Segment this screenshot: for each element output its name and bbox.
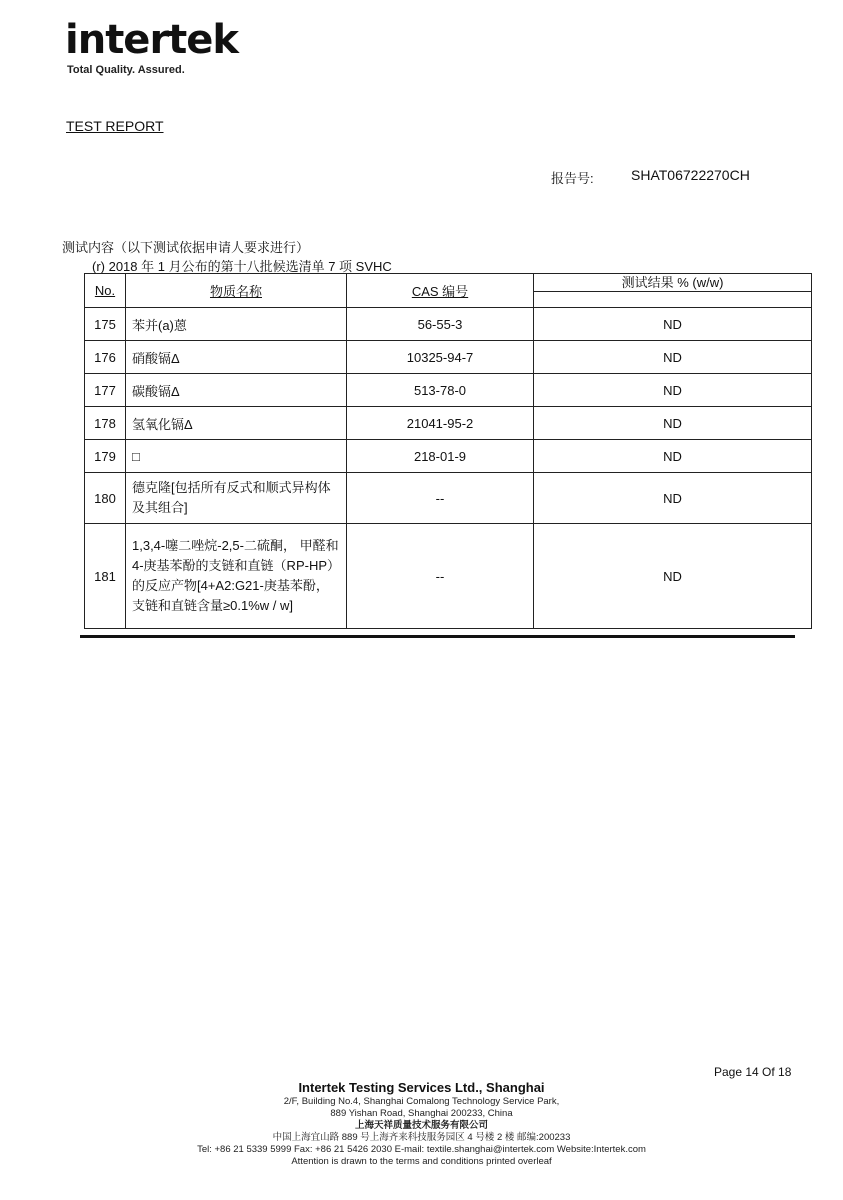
row-no: 177 bbox=[85, 374, 126, 407]
table-bottom-rule bbox=[80, 635, 795, 638]
row-cas: 218-01-9 bbox=[347, 440, 534, 473]
row-result: ND bbox=[534, 374, 812, 407]
footer-company: Intertek Testing Services Ltd., Shanghai bbox=[298, 1080, 545, 1095]
header-result-text: 测试结果 % (w/w) bbox=[534, 274, 811, 292]
header-substance bbox=[126, 274, 347, 308]
footer-address-line2: 889 Yishan Road, Shanghai 200233, China bbox=[330, 1108, 513, 1119]
header-cas-text: CAS 编号 bbox=[411, 284, 469, 299]
logo-wordmark: intertek bbox=[65, 17, 239, 63]
table-row bbox=[85, 341, 812, 374]
header-no: No. bbox=[85, 274, 126, 308]
row-result: ND bbox=[534, 473, 812, 524]
row-substance: 苯并(a)蒽 bbox=[126, 308, 347, 341]
row-result: ND bbox=[534, 341, 812, 374]
report-title: TEST REPORT bbox=[66, 118, 164, 134]
table-row bbox=[85, 308, 812, 341]
report-number-value: SHAT06722270CH bbox=[631, 167, 750, 183]
page-number: Page 14 Of 18 bbox=[714, 1065, 792, 1079]
header-result-subcell bbox=[540, 292, 805, 307]
row-substance: 硝酸镉Δ bbox=[126, 341, 347, 374]
company-logo bbox=[65, 17, 239, 76]
section-title: 测试内容（以下测试依据申请人要求进行） bbox=[62, 240, 310, 255]
row-substance: 碳酸镉Δ bbox=[126, 374, 347, 407]
row-cas: -- bbox=[347, 524, 534, 629]
logo-tagline: Total Quality. Assured. bbox=[67, 64, 185, 76]
header-result bbox=[534, 274, 812, 308]
footer-chinese-address: 中国上海宜山路 889 号上海齐来科技服务园区 4 号楼 2 楼 邮编:200233 bbox=[272, 1132, 571, 1143]
row-no: 180 bbox=[85, 473, 126, 524]
footer-notice: Attention is drawn to the terms and conditions printed overleaf bbox=[291, 1156, 552, 1167]
row-result: ND bbox=[534, 407, 812, 440]
report-number-label: 报告号: bbox=[551, 171, 594, 186]
row-substance: 氢氧化镉Δ bbox=[126, 407, 347, 440]
row-no: 179 bbox=[85, 440, 126, 473]
row-no: 175 bbox=[85, 308, 126, 341]
row-result: ND bbox=[534, 524, 812, 629]
footer-address-line1: 2/F, Building No.4, Shanghai Comalong Technology Service Park, bbox=[283, 1096, 560, 1107]
table-row bbox=[85, 473, 812, 524]
footer-contact: Tel: +86 21 5339 5999 Fax: +86 21 5426 2030 E-mail: textile.shanghai@intertek.com Website:Intertek.com bbox=[197, 1144, 646, 1155]
row-cas: -- bbox=[347, 473, 534, 524]
row-no: 181 bbox=[85, 524, 126, 629]
table-header-row bbox=[85, 274, 812, 308]
footer-chinese-name: 上海天祥质量技术服务有限公司 bbox=[354, 1120, 488, 1131]
row-cas: 56-55-3 bbox=[347, 308, 534, 341]
row-no: 178 bbox=[85, 407, 126, 440]
results-table bbox=[84, 273, 812, 629]
header-substance-text: 物质名称 bbox=[209, 284, 262, 299]
row-no: 176 bbox=[85, 341, 126, 374]
row-result: ND bbox=[534, 440, 812, 473]
row-substance: 德克隆[包括所有反式和顺式异构体及其组合] bbox=[126, 473, 347, 524]
row-cas: 513-78-0 bbox=[347, 374, 534, 407]
table-row bbox=[85, 374, 812, 407]
table-row bbox=[85, 440, 812, 473]
row-cas: 21041-95-2 bbox=[347, 407, 534, 440]
footer bbox=[0, 1080, 843, 1168]
subsection-title: (r) 2018 年 1 月公布的第十八批候选清单 7 项 SVHC bbox=[92, 259, 392, 274]
row-cas: 10325-94-7 bbox=[347, 341, 534, 374]
header-cas bbox=[347, 274, 534, 308]
table-row bbox=[85, 407, 812, 440]
row-result: ND bbox=[534, 308, 812, 341]
row-substance: 1,3,4-噻二唑烷-2,5-二硫酮， 甲醛和 4-庚基苯酚的支链和直链（RP-HP）的反应产物[4+A2:G21-庚基苯酚， 支链和直链含量≥0.1%w / w] bbox=[126, 524, 347, 629]
row-substance: □ bbox=[126, 440, 347, 473]
table-row bbox=[85, 524, 812, 629]
